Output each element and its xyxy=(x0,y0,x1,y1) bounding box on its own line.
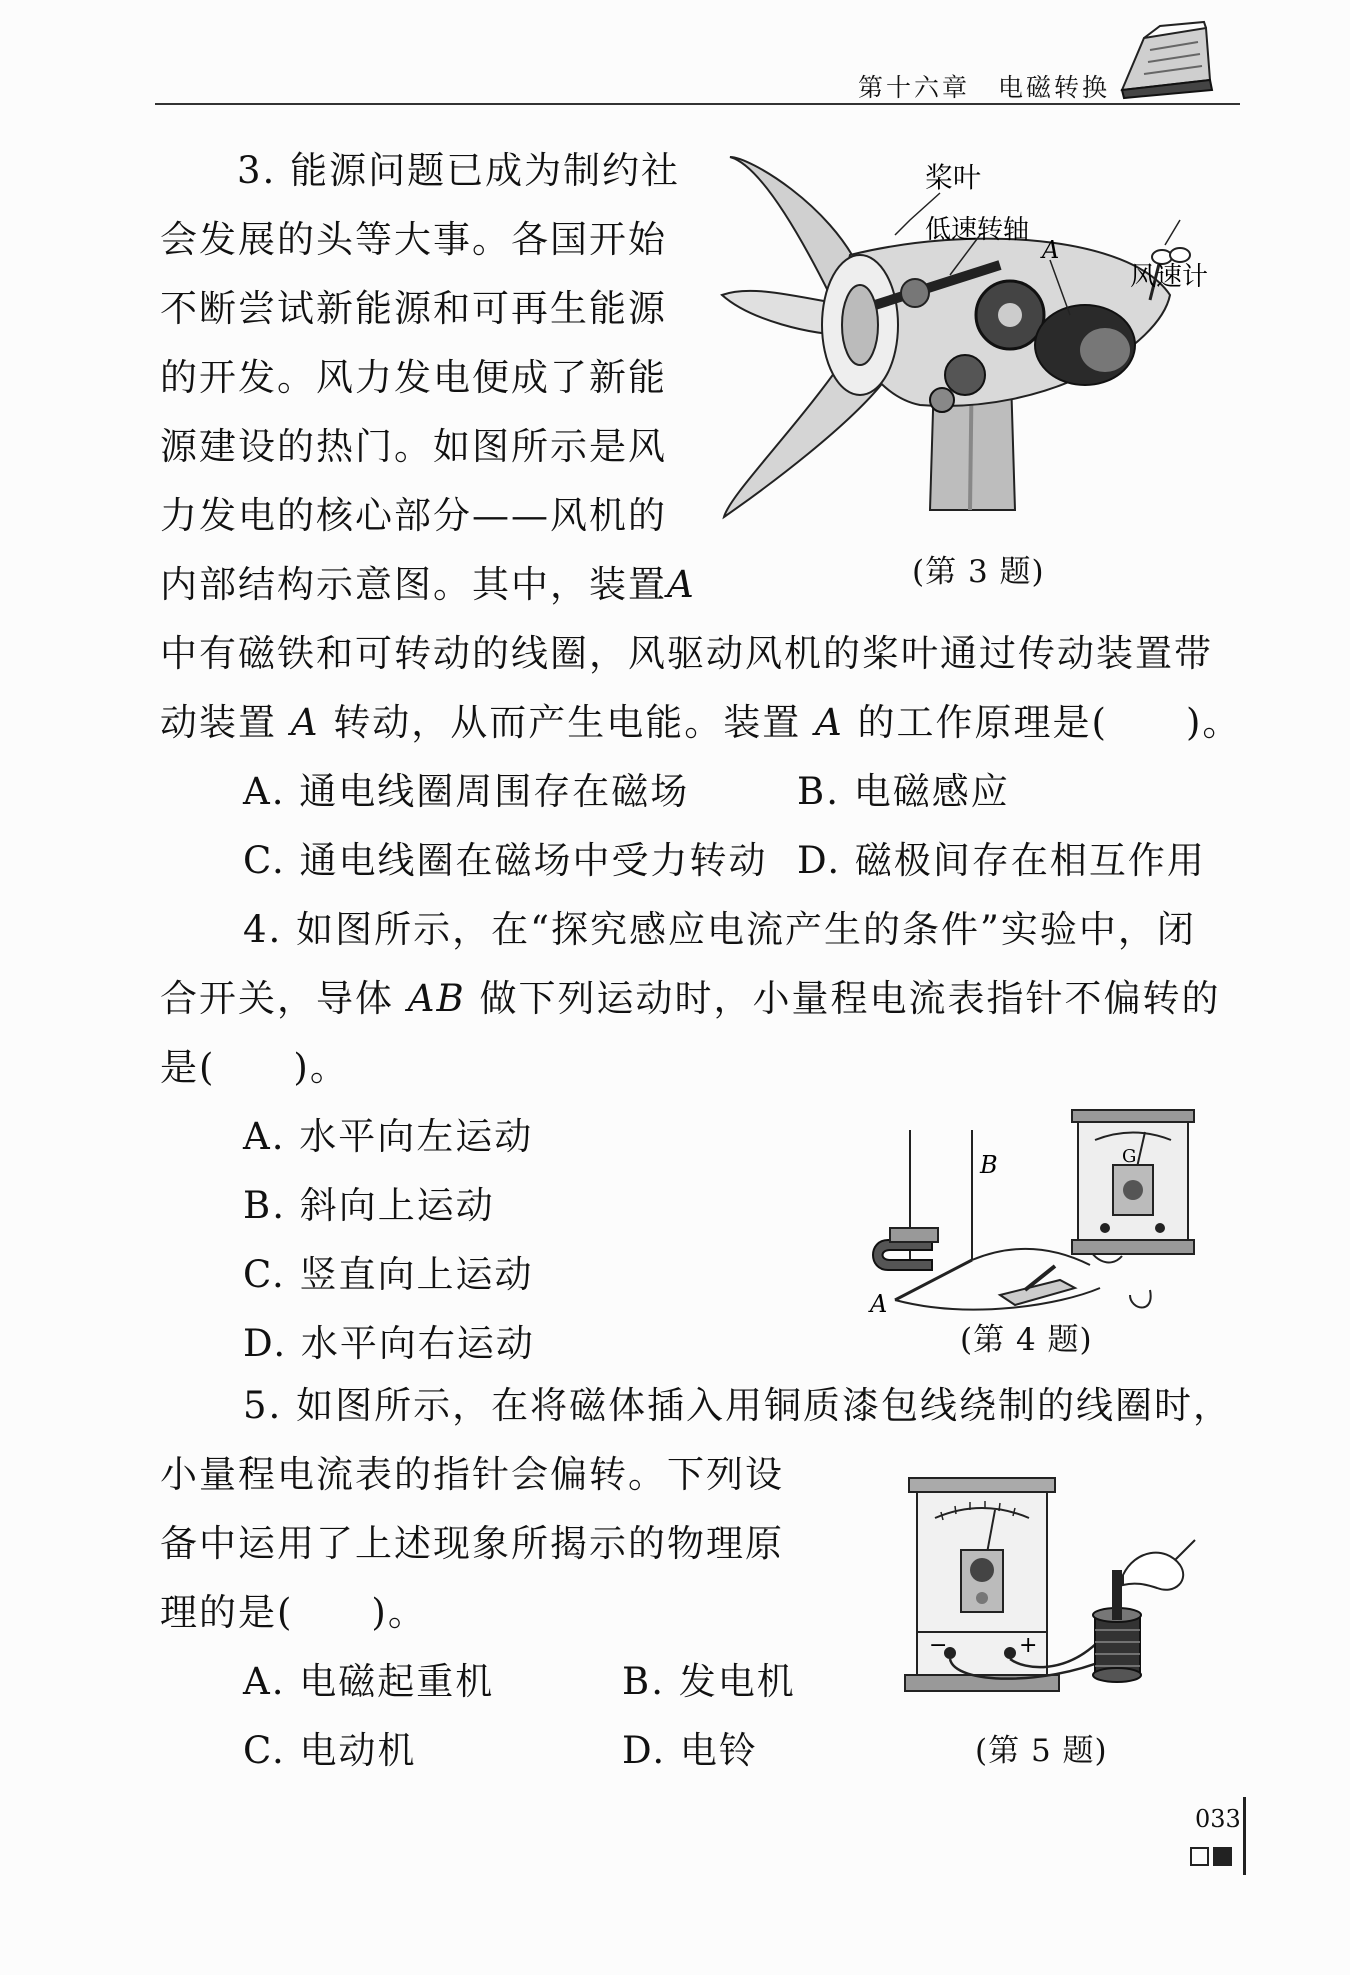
q3-line-1: 3. 能源问题已成为制约社 xyxy=(237,149,681,192)
label-blade: 桨叶 xyxy=(925,161,982,194)
q3-option-b: B. 电磁感应 xyxy=(797,770,1010,813)
induction-experiment-figure xyxy=(860,1090,1200,1320)
q3-var-a-2: A xyxy=(290,701,320,744)
q3-line-4: 的开发。风力发电便成了新能 xyxy=(160,356,667,399)
page-number: 033 xyxy=(1195,1805,1241,1833)
q4-line-2-a: 合开关，导体 xyxy=(160,977,394,1020)
q3-line-2: 会发展的头等大事。各国开始 xyxy=(160,218,667,261)
label-conductor-a: A xyxy=(870,1290,888,1318)
q4-option-b: B. 斜向上运动 xyxy=(243,1184,495,1227)
q5-figure-caption: (第 5 题) xyxy=(975,1733,1108,1769)
q3-line-6: 力发电的核心部分——风机的 xyxy=(160,494,667,537)
q5-option-d: D. 电铃 xyxy=(622,1729,758,1772)
q3-line-7 xyxy=(160,550,696,619)
q4-var-ab: AB xyxy=(407,977,466,1020)
q4-option-a: A. 水平向左运动 xyxy=(243,1115,534,1158)
q5-line-3: 备中运用了上述现象所揭示的物理原 xyxy=(160,1522,784,1565)
label-anemometer: 风速计 xyxy=(1130,262,1209,292)
filled-box-icon xyxy=(1213,1847,1232,1866)
q3-option-c: C. 通电线圈在磁场中受力转动 xyxy=(243,839,768,882)
coil-galvanometer-figure xyxy=(895,1470,1200,1700)
q4-line-1: 4. 如图所示，在“探究感应电流产生的条件”实验中，闭 xyxy=(243,908,1196,951)
q3-line-7-text: 内部结构示意图。其中，装置 xyxy=(160,563,667,606)
q5-line-1: 5. 如图所示，在将磁体插入用铜质漆包线绕制的线圈时， xyxy=(243,1384,1233,1427)
q4-option-c: C. 竖直向上运动 xyxy=(243,1253,534,1296)
q3-line-9 xyxy=(160,688,1241,757)
q5-line-2: 小量程电流表的指针会偏转。下列设 xyxy=(160,1453,784,1496)
label-conductor-b: B xyxy=(980,1151,998,1179)
q4-line-2 xyxy=(160,964,1220,1033)
label-device-a: A xyxy=(1042,236,1060,264)
q4-option-d: D. 水平向右运动 xyxy=(243,1322,535,1365)
q5-option-b: B. 发电机 xyxy=(622,1660,796,1703)
q3-line-9-b: 转动，从而产生电能。装置 xyxy=(333,701,802,744)
q3-line-9-a: 动装置 xyxy=(160,701,277,744)
q3-var-a-3: A xyxy=(815,701,844,744)
q4-figure-caption: (第 4 题) xyxy=(960,1322,1093,1358)
q3-line-5: 源建设的热门。如图所示是风 xyxy=(160,425,667,468)
page-number-rule xyxy=(1243,1797,1246,1875)
label-galvanometer-g: G xyxy=(1122,1146,1137,1167)
book-icon xyxy=(1114,20,1218,100)
q3-option-d: D. 磁极间存在相互作用 xyxy=(797,839,1206,882)
q3-line-3: 不断尝试新能源和可再生能源 xyxy=(160,287,667,330)
label-minus-terminal: − xyxy=(929,1633,948,1658)
page-header xyxy=(155,20,1240,105)
q3-line-9-c: 的工作原理是( )。 xyxy=(857,701,1242,744)
q4-line-2-b: 做下列运动时，小量程电流表指针不偏转的 xyxy=(479,977,1221,1020)
q3-line-8: 中有磁铁和可转动的线圈，风驱动风机的桨叶通过传动装置带 xyxy=(160,632,1213,675)
label-low-speed-shaft: 低速转轴 xyxy=(925,215,1030,245)
q3-option-a: A. 通电线圈周围存在磁场 xyxy=(243,770,690,813)
chapter-title: 第十六章 电磁转换 xyxy=(857,73,1110,102)
wind-turbine-figure xyxy=(710,145,1230,525)
q3-figure-caption: (第 3 题) xyxy=(912,554,1045,590)
label-plus-terminal: + xyxy=(1019,1633,1038,1658)
q5-option-a: A. 电磁起重机 xyxy=(243,1660,495,1703)
q5-line-4: 理的是( )。 xyxy=(160,1591,427,1634)
q4-line-3: 是( )。 xyxy=(160,1046,349,1089)
q5-option-c: C. 电动机 xyxy=(243,1729,417,1772)
q3-var-a: A xyxy=(667,563,696,606)
page-marker-boxes xyxy=(1190,1847,1236,1870)
empty-box-icon xyxy=(1190,1847,1209,1866)
